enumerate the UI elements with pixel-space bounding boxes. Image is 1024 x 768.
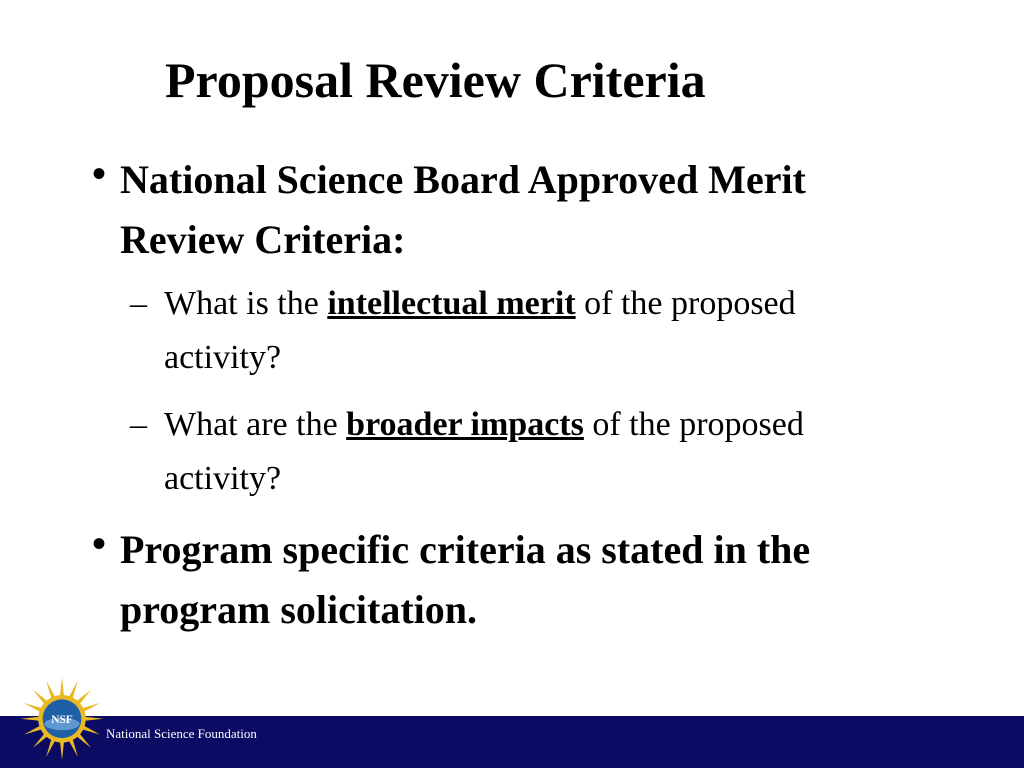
- sub-bullet-before: What are the: [164, 406, 347, 443]
- logo-ray: [69, 681, 78, 699]
- logo-ray: [60, 677, 64, 696]
- sub-bullet-text: [164, 277, 890, 385]
- emphasis-broader-impacts: broader impacts: [346, 406, 584, 443]
- sub-bullet-item: [130, 398, 890, 506]
- logo-text: NSF: [51, 714, 73, 727]
- logo-ray: [24, 703, 42, 712]
- logo-ray: [21, 717, 40, 721]
- footer-bar: [0, 716, 1024, 768]
- logo-ray: [69, 739, 78, 757]
- dash-mark: –: [130, 406, 147, 443]
- logo-ray: [33, 733, 48, 748]
- logo-ray: [60, 742, 64, 761]
- dash-mark: –: [130, 285, 147, 322]
- bullet-text: National Science Board Approved Merit Review Criteria:: [120, 157, 806, 262]
- logo-ray: [77, 733, 92, 748]
- logo-ray: [46, 739, 55, 757]
- nsf-logo-icon: [18, 673, 106, 761]
- sub-bullet-after: of the proposed activity?: [164, 406, 804, 497]
- logo-ray: [24, 726, 42, 735]
- bullet-mark: •: [92, 521, 107, 566]
- bullet-item: [92, 520, 912, 640]
- sub-bullet-before: What is the: [164, 285, 328, 322]
- sub-bullet-after: of the proposed activity?: [164, 285, 796, 376]
- logo-ray: [85, 717, 104, 721]
- sub-bullet-item: [130, 277, 890, 385]
- sub-bullet-text: [164, 398, 890, 506]
- footer-org-name: National Science Foundation: [106, 726, 257, 741]
- emphasis-intellectual-merit: intellectual merit: [327, 285, 576, 322]
- bullet-text: Program specific criteria as stated in the program solicitation.: [120, 527, 811, 632]
- bullet-item: [92, 150, 912, 270]
- logo-ray: [82, 726, 100, 735]
- slide-title: Proposal Review Criteria: [165, 52, 706, 108]
- logo-ray: [33, 690, 48, 705]
- logo-ray: [46, 681, 55, 699]
- bullet-mark: •: [92, 151, 107, 196]
- logo-ray: [82, 703, 100, 712]
- logo-ray: [77, 690, 92, 705]
